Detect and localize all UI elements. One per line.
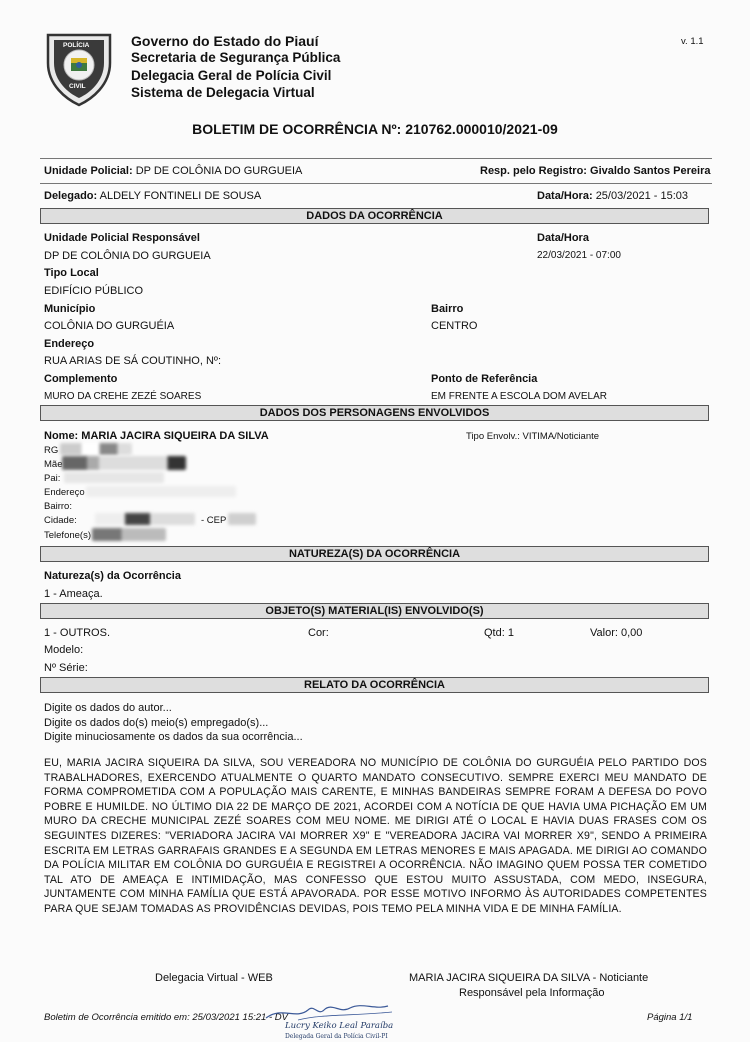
version-label: v. 1.1 [681,36,704,47]
endereco-label: Endereço [44,338,95,350]
endereco-value: RUA ARIAS DE SÁ COUTINHO, Nº: [44,355,221,367]
objeto-serie: Nº Série: [44,662,88,674]
section-objeto: OBJETO(S) MATERIAL(IS) ENVOLVIDO(S) [40,603,709,619]
footer-left: Delegacia Virtual - WEB [155,972,273,984]
redacted-cidade [95,513,195,525]
ocorrencia-datahora-value: 22/03/2021 - 07:00 [537,250,621,261]
personagem-cep: - CEP [201,515,227,526]
objeto-cor: Cor: [308,627,329,639]
natureza-label: Natureza(s) da Ocorrência [44,570,181,582]
resp-registro [480,165,710,177]
resp-registro-label: Resp. pelo Registro: [480,165,587,177]
municipio-value: COLÔNIA DO GURGUÉIA [44,320,175,332]
unidade-policial [44,165,302,177]
badge-bottom-text: CIVIL [69,83,86,90]
relato-prompt-3: Digite minuciosamente os dados da sua ocorrência... [44,731,303,743]
municipio-label: Município [44,303,96,315]
org-line-4: Sistema de Delegacia Virtual [131,85,315,100]
unidade-policial-value: DP DE COLÔNIA DO GURGUEIA [135,165,303,177]
objeto-qtd: Qtd: 1 [484,627,514,639]
badge-top-text: POLÍCIA [63,42,90,49]
personagem-bairro: Bairro: [44,501,72,512]
redacted-telefone [92,528,166,541]
personagem-mae: Mãe [44,459,63,470]
personagem-tipo: Tipo Envolv.: VITIMA/Noticiante [466,431,600,442]
redacted-rg [60,443,132,455]
personagem-nome: Nome: MARIA JACIRA SIQUEIRA DA SILVA [44,430,269,442]
personagem-pai: Pai: [44,473,61,484]
resp-registro-value: Givaldo Santos Pereira [590,165,711,177]
delegado [44,190,261,202]
section-personagens: DADOS DOS PERSONAGENS ENVOLVIDOS [40,405,709,421]
referencia-label: Ponto de Referência [431,373,538,385]
unidade-policial-label: Unidade Policial: [44,165,133,177]
registro-datahora-value: 25/03/2021 - 15:03 [595,190,689,202]
objeto-modelo: Modelo: [44,644,84,656]
personagem-endereco: Endereço [44,487,85,498]
tipo-local-value: EDIFÍCIO PÚBLICO [44,285,144,297]
delegado-value: ALDELY FONTINELI DE SOUSA [99,190,262,202]
registro-datahora-label: Data/Hora: [537,190,593,202]
personagem-cidade: Cidade: [44,515,77,526]
section-dados-ocorrencia: DADOS DA OCORRÊNCIA [40,208,709,224]
relato-prompt-2: Digite os dados do(s) meio(s) empregado(s)... [44,717,269,729]
footer-emitido: Boletim de Ocorrência emitido em: 25/03/2021 15:21 - DV [44,1012,288,1023]
section-natureza: NATUREZA(S) DA OCORRÊNCIA [40,546,709,562]
redacted-cep [228,513,256,525]
complemento-label: Complemento [44,373,118,385]
footer-noticiante: MARIA JACIRA SIQUEIRA DA SILVA - Noticiante [409,972,649,984]
signature-org: Delegada Geral da Polícia Civil-PI [285,1033,388,1040]
registro-datahora [537,190,688,202]
footer-pagina: Página 1/1 [647,1012,693,1023]
objeto-item: 1 - OUTROS. [44,627,111,639]
redacted-endereco [86,486,236,497]
ocorrencia-datahora-label: Data/Hora [537,232,589,244]
redacted-pai [64,472,164,483]
unidade-resp-value: DP DE COLÔNIA DO GURGUEIA [44,250,211,262]
relato-prompt-1: Digite os dados do autor... [44,702,172,714]
signature-name: Lucry Keiko Leal Paraíba [285,1021,394,1031]
bairro-value: CENTRO [431,320,478,332]
org-line-3: Delegacia Geral de Polícia Civil [131,68,332,83]
delegado-label: Delegado: [44,190,98,202]
complemento-value: MURO DA CREHE ZEZÉ SOARES [44,391,202,402]
natureza-value: 1 - Ameaça. [44,588,103,600]
relato-text: EU, MARIA JACIRA SIQUEIRA DA SILVA, SOU VEREADORA NO MUNICÍPIO DE COLÔNIA DO GURGUÉIA PELO PARTIDO DOS TRABALHADORES, EXERCENDO ATUALMENTE O QUARTO MANDATO CONSECUTIVO. SEMPRE EXERCI MEU MANDATO DE FORMA COMPROMETIDA COM A POPULAÇÃO MAIS CARENTE, E MINHAS BANDEIRAS SEMPRE FORAM A DEFESA DO POVO POBRE E HUMILDE. NO ÚLTIMO DIA 22 DE MARÇO DE 2021, ACORDEI COM A NOTÍCIA DE QUE HAVIA UMA PICHAÇÃO EM UM MURO DA CRECHE MUNICIPAL ZEZÉ SOARES COM MEU NOME. ME DIRIGI ATÉ O LOCAL E HAVIA DUAS FRASES COM OS SEGUINTES DIZERES: "VERIADORA JACIRA VAI MORRER X9" E "VEREADORA JACIRA VAI MORRER X9", SENDO A PRIMEIRA ESCRITA EM LETRAS GARRAFAIS GRANDES E A SEGUNDA EM LETRAS MENORES E MAIS APAGADA. ME DIRIGI AO COMANDO DA POLÍCIA MILITAR EM COLÔNIA DO GURGUÉIA E REGISTREI A OCORRÊNCIA. NÃO IMAGINO QUEM POSSA TER COMETIDO TAL ATO DE AMEAÇA E INTIMIDAÇÃO, MAS CONFESSO QUE ESTOU MUITO ASSUSTADA, COM MEDO, INSEGURA, JUNTAMENTE COM MINHA FAMÍLIA QUE ESTÁ APAVORADA. POR ESSE MOTIVO INFORMO ÀS AUTORIDADES COMPETENTES PARA QUE SEJAM TOMADAS AS PROVIDÊNCIAS DEVIDAS, POIS TEMO PELA MINHA VIDA E DE MINHA FAMÍLIA. [44,757,707,915]
redacted-mae [62,456,186,470]
org-line-2: Secretaria de Segurança Pública [131,50,341,65]
org-line-1: Governo do Estado do Piauí [131,33,319,49]
top-divider [40,158,712,159]
personagem-rg: RG [44,445,59,456]
objeto-valor: Valor: 0,00 [590,627,643,639]
bairro-label: Bairro [431,303,464,315]
unidade-resp-label: Unidade Policial Responsável [44,232,200,244]
footer-responsavel: Responsável pela Informação [459,987,605,999]
police-badge [42,29,116,107]
section-relato: RELATO DA OCORRÊNCIA [40,677,709,693]
personagem-telefone: Telefone(s) [44,530,91,541]
tipo-local-label: Tipo Local [44,267,99,279]
referencia-value: EM FRENTE A ESCOLA DOM AVELAR [431,391,607,402]
document-title: BOLETIM DE OCORRÊNCIA Nº: 210762.000010/2021-09 [192,121,558,137]
registro-divider [40,183,712,184]
